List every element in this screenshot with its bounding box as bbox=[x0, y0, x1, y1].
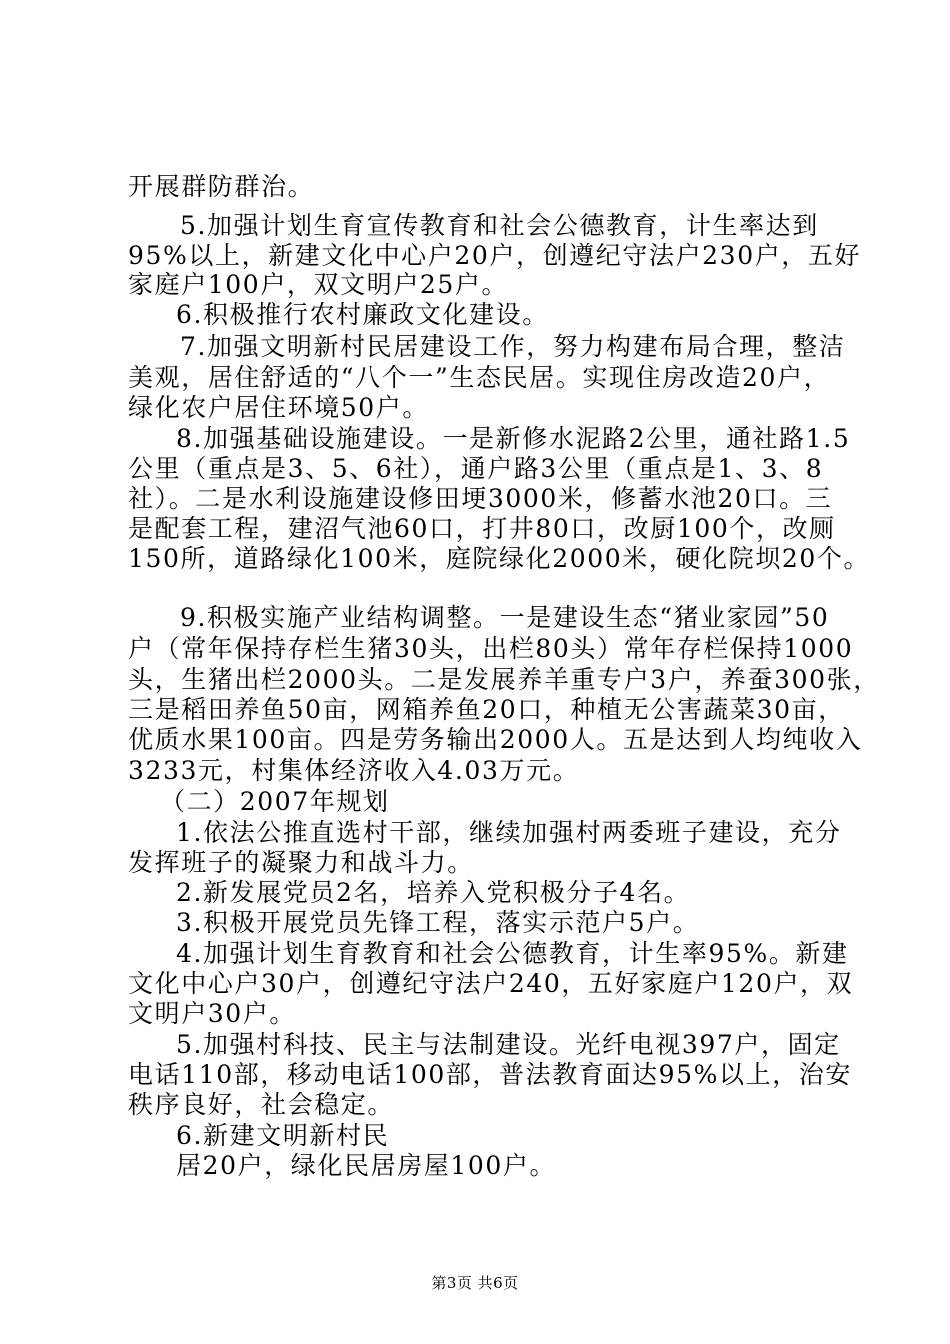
text-line: 5.加强村科技、民主与法制建设。光纤电视397户，固定 bbox=[176, 1030, 841, 1059]
text-line: 3.积极开展党员先锋工程，落实示范户5户。 bbox=[176, 908, 700, 937]
section-heading: （二）2007年规划 bbox=[160, 787, 390, 816]
text-line: 4.加强计划生育教育和社会公德教育，计生率95%。新建 bbox=[176, 939, 849, 968]
text-line: 6.积极推行农村廉政文化建设。 bbox=[176, 300, 549, 329]
text-line: 头，生猪出栏2000头。二是发展养羊重专户3户，养蚕300张， bbox=[128, 665, 880, 694]
text-line: 3233元，村集体经济收入4.03万元。 bbox=[128, 756, 580, 785]
text-line: 秩序良好，社会稳定。 bbox=[128, 1090, 395, 1119]
text-line: 居20户，绿化民居房屋100户。 bbox=[176, 1151, 557, 1180]
text-line: 户（常年保持存栏生猪30头，出栏80头）常年存栏保持1000 bbox=[128, 634, 854, 663]
text-line: 1.依法公推直选村干部，继续加强村两委班子建设，充分 bbox=[176, 818, 842, 847]
text-line: 9.积极实施产业结构调整。一是建设生态“猪业家园”50 bbox=[180, 603, 830, 632]
text-line: 5.加强计划生育宣传教育和社会公德教育，计生率达到 bbox=[180, 211, 819, 240]
text-line: 2.新发展党员2名，培养入党积极分子4名。 bbox=[176, 878, 691, 907]
text-line: 文明户30户。 bbox=[128, 999, 297, 1028]
text-line: 公里（重点是3、5、6社），通户路3公里（重点是1、3、8 bbox=[128, 454, 824, 483]
text-line: 家庭户100户，双文明户25户。 bbox=[128, 270, 509, 299]
text-line: 是配套工程，建沼气池60口，打井80口，改厨100个，改厕 bbox=[128, 514, 836, 543]
text-line: 150所，道路绿化100米，庭院绿化2000米，硬化院坝20个。 bbox=[128, 544, 871, 573]
text-line: 开展群防群治。 bbox=[128, 172, 315, 201]
text-line: 电话110部，移动电话100部，普法教育面达95%以上，治安 bbox=[128, 1060, 853, 1089]
text-line: 95%以上，新建文化中心户20户，创遵纪守法户230户，五好 bbox=[128, 241, 862, 270]
text-line: 三是稻田养鱼50亩，网箱养鱼20口，种植无公害蔬菜30亩， bbox=[128, 695, 845, 724]
page-footer: 第3页 共6页 bbox=[431, 1274, 519, 1292]
text-line: 优质水果100亩。四是劳务输出2000人。五是达到人均纯收入 bbox=[128, 725, 863, 754]
text-line: 6.新建文明新村民 bbox=[176, 1121, 390, 1150]
text-line: 文化中心户30户，创遵纪守法户240，五好家庭户120户，双 bbox=[128, 969, 854, 998]
text-line: 发挥班子的凝聚力和战斗力。 bbox=[128, 848, 474, 877]
text-line: 美观，居住舒适的“八个一”生态民居。实现住房改造20户， bbox=[128, 363, 831, 392]
text-line: 社）。二是水利设施建设修田埂3000米，修蓄水池20口。三 bbox=[128, 484, 833, 513]
text-line: 绿化农户居住环境50户。 bbox=[128, 393, 430, 422]
text-line: 7.加强文明新村民居建设工作，努力构建布局合理，整洁 bbox=[180, 332, 846, 361]
text-line: 8.加强基础设施建设。一是新修水泥路2公里，通社路1.5 bbox=[176, 424, 851, 453]
